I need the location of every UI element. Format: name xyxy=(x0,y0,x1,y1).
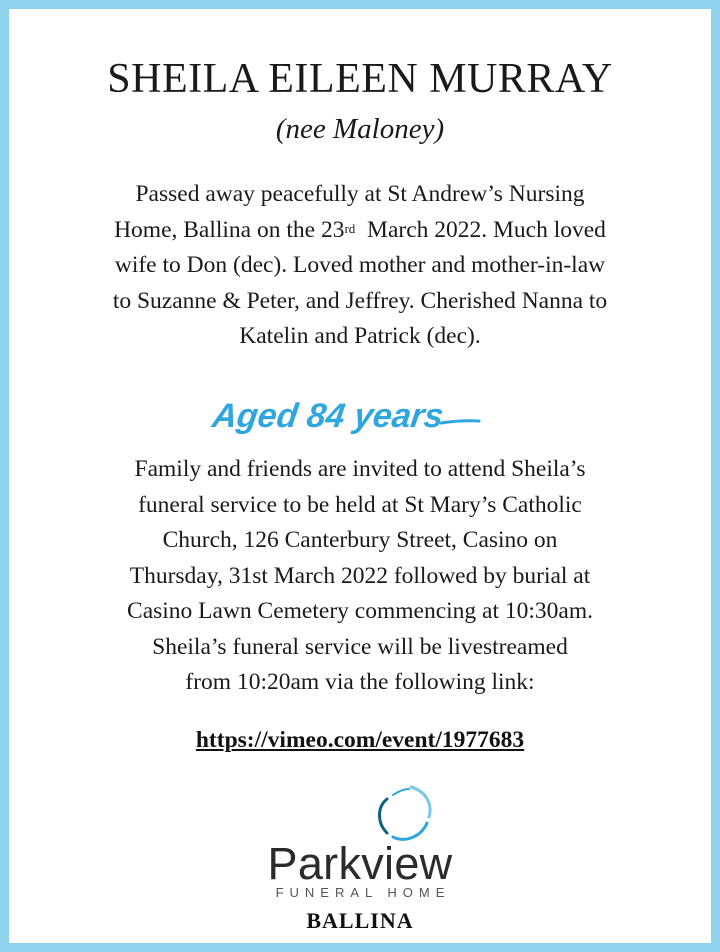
age-text: Aged 84 years xyxy=(210,397,446,435)
funeral-home-name: Parkview xyxy=(267,838,453,889)
funeral-home-subtitle: FUNERAL HOME xyxy=(275,885,451,900)
age-banner xyxy=(9,387,711,447)
text-line: Church, 126 Canterbury Street, Casino on xyxy=(162,527,558,553)
text-line: from 10:20am via the following link: xyxy=(185,669,535,695)
text-line: Family and friends are invited to attend Sheila’s xyxy=(134,456,586,482)
livestream-link[interactable]: https://vimeo.com/event/1977683 xyxy=(195,727,525,753)
text-line: to Suzanne & Peter, and Jeffrey. Cherished Nanna to xyxy=(112,287,608,314)
text-line: Sheila’s funeral service will be livestreamed xyxy=(152,633,568,660)
service-paragraph xyxy=(9,452,711,701)
text-fragment: March 2022. Much loved xyxy=(355,216,606,243)
age-underline-flourish xyxy=(441,421,479,423)
text-line: Passed away peacefully at St Andrew’s Nursing xyxy=(135,181,585,207)
ordinal-suffix: rd xyxy=(344,220,356,236)
text-line: wife to Don (dec). Loved mother and mother-in-law xyxy=(114,252,606,278)
text-line: funeral service to be held at St Mary’s Catholic xyxy=(138,491,582,518)
text-fragment: Home, Ballina on the 23 xyxy=(114,216,345,243)
deceased-name: SHEILA EILEEN MURRAY xyxy=(107,56,613,102)
text-line: Katelin and Patrick (dec). xyxy=(239,323,481,349)
text-line xyxy=(9,213,711,249)
text-line: Thursday, 31st March 2022 followed by burial at xyxy=(129,562,591,589)
passing-paragraph xyxy=(9,177,711,355)
funeral-home-location: BALLINA xyxy=(306,908,414,933)
text-line: Casino Lawn Cemetery commencing at 10:30am. xyxy=(127,598,593,624)
maiden-name: (nee Maloney) xyxy=(275,113,445,145)
funeral-notice xyxy=(9,9,711,943)
